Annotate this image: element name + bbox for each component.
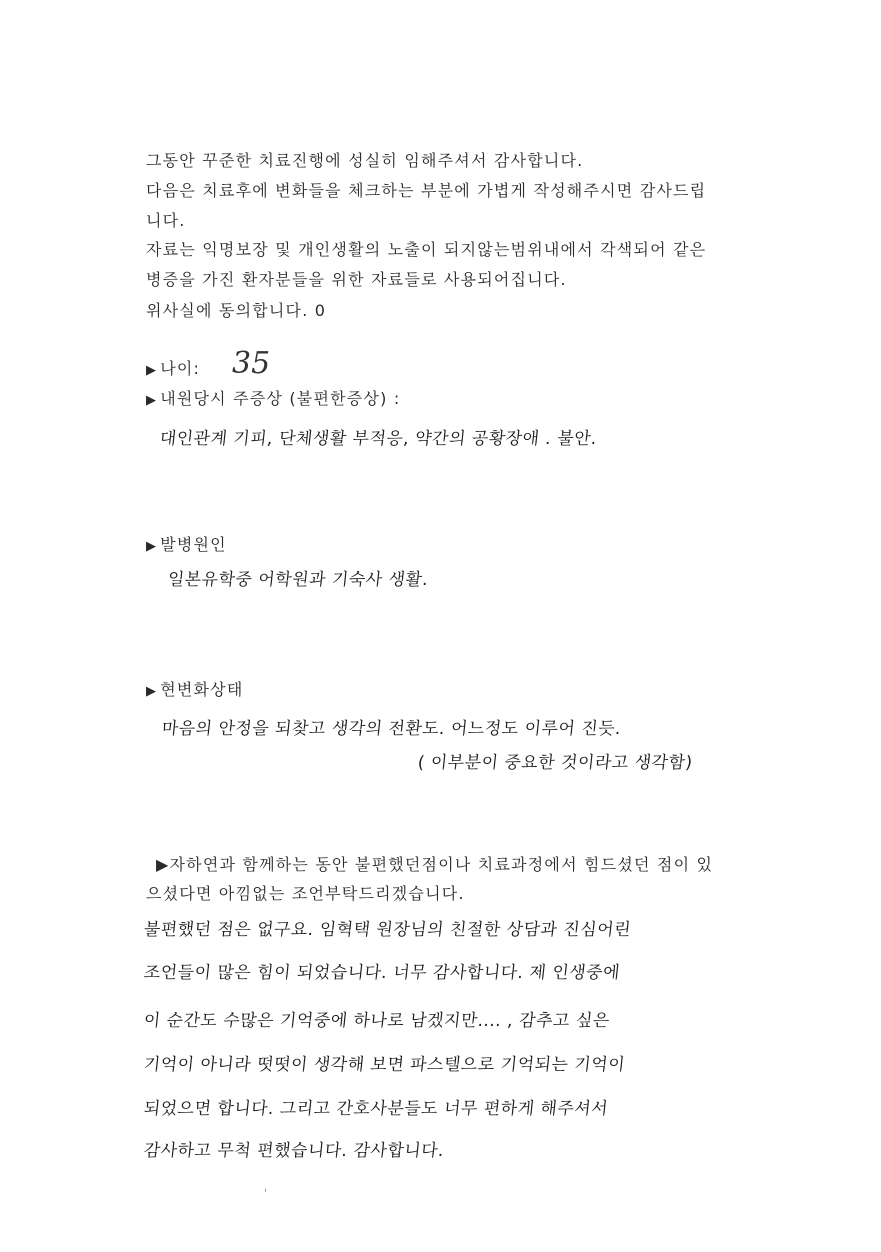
symptom-label-row bbox=[146, 386, 400, 409]
triangle-bullet-icon: ▶ bbox=[146, 363, 158, 378]
feedback-answer-line: 이 순간도 수많은 기억중에 하나로 남겠지만.... , 감추고 싶은 bbox=[142, 1011, 611, 1031]
current-label: 현변화상태 bbox=[160, 680, 244, 699]
age-value: 35 bbox=[232, 346, 271, 381]
feedback-answer-line: 감사하고 무척 편했습니다. 감사합니다. bbox=[142, 1141, 446, 1161]
cause-label: 발병원인 bbox=[160, 535, 227, 554]
age-label-row bbox=[146, 356, 200, 379]
feedback-answer-line: 기억이 아니라 떳떳이 생각해 보면 파스텔으로 기억되는 기억이 bbox=[142, 1055, 627, 1075]
current-answer-line-2: ( 이부분이 중요한 것이라고 생각함) bbox=[416, 753, 694, 773]
feedback-answer-line: 조언들이 많은 힘이 되었습니다. 너무 감사합니다. 제 인생중에 bbox=[142, 963, 621, 983]
symptom-label: 내원당시 주증상 (불편한증상) : bbox=[160, 389, 401, 408]
symptom-answer: 대인관계 기피, 단체생활 부적응, 약간의 공황장애 . 불안. bbox=[158, 429, 599, 449]
intro-line-2: 다음은 치료후에 변화들을 체크하는 부분에 가볍게 작성해주시면 감사드립 bbox=[146, 181, 707, 200]
feedback-question-line-1: ▶자하연과 함께하는 동안 불편했던점이나 치료과정에서 힘드셨던 점이 있 bbox=[156, 855, 714, 874]
triangle-bullet-icon: ▶ bbox=[146, 539, 158, 554]
intro-line-1: 그동안 꾸준한 치료진행에 성실히 임해주셔서 감사합니다. bbox=[146, 151, 584, 170]
consent-line: 위사실에 동의합니다. 0 bbox=[146, 301, 327, 320]
feedback-answer-line: 불편했던 점은 없구요. 임혁택 원장님의 친절한 상담과 진심어린 bbox=[142, 920, 632, 940]
feedback-question-line-2: 으셨다면 아낌없는 조언부탁드리겠습니다. bbox=[146, 884, 465, 903]
scan-mark: ' bbox=[264, 1188, 267, 1199]
current-answer-line-1: 마음의 안정을 되찾고 생각의 전환도. 어느정도 이루어 진듯. bbox=[160, 719, 623, 739]
triangle-bullet-icon: ▶ bbox=[146, 393, 158, 408]
cause-answer: 일본유학중 어학원과 기숙사 생활. bbox=[166, 570, 430, 590]
intro-line-5: 병증을 가진 환자분들을 위한 자료들로 사용되어집니다. bbox=[146, 270, 567, 289]
triangle-bullet-icon: ▶ bbox=[146, 684, 158, 699]
current-label-row bbox=[146, 677, 243, 700]
age-label: 나이: bbox=[160, 359, 201, 378]
intro-line-3: 니다. bbox=[146, 211, 186, 230]
intro-line-4: 자료는 익명보장 및 개인생활의 노출이 되지않는범위내에서 각색되어 같은 bbox=[146, 240, 707, 259]
feedback-answer-line: 되었으면 합니다. 그리고 간호사분들도 너무 편하게 해주셔서 bbox=[142, 1099, 610, 1119]
cause-label-row bbox=[146, 532, 227, 555]
